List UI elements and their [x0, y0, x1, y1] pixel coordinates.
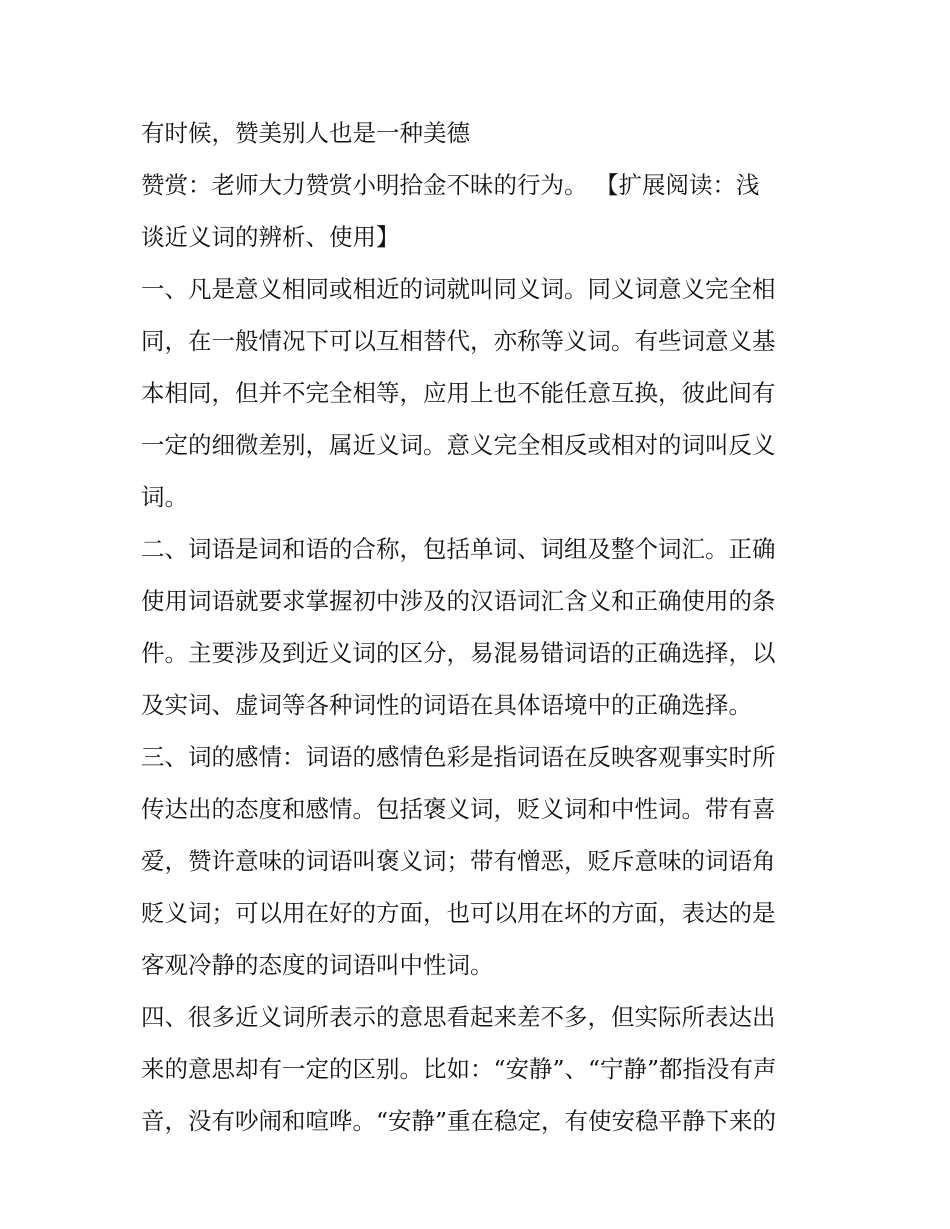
- text-line: 件。主要涉及到近义词的区分，易混易错词语的正确选择，以: [141, 639, 776, 667]
- text-line: 谈近义词的辨析、使用】: [141, 223, 400, 251]
- text-line: 来的意思却有一定的区别。比如：“安静”、“宁静”都指没有声: [141, 1055, 777, 1083]
- text-line: 及实词、虚词等各种词性的词语在具体语境中的正确选择。: [141, 691, 752, 719]
- text-line: 本相同，但并不完全相等，应用上也不能任意互换，彼此间有: [141, 379, 776, 407]
- text-line: 一、凡是意义相同或相近的词就叫同义词。同义词意义完全相: [141, 275, 776, 303]
- text-line: 贬义词；可以用在好的方面，也可以用在坏的方面，表达的是: [141, 899, 776, 927]
- text-line: 赞赏：老师大力赞赏小明拾金不昧的行为。 【扩展阅读：浅: [141, 171, 760, 199]
- text-line: 传达出的态度和感情。包括褒义词，贬义词和中性词。带有喜: [141, 795, 776, 823]
- text-line: 有时候，赞美别人也是一种美德: [141, 119, 470, 147]
- text-line: 爱，赞许意味的词语叫褒义词；带有憎恶，贬斥意味的词语角: [141, 847, 776, 875]
- text-line: 四、很多近义词所表示的意思看起来差不多，但实际所表达出: [141, 1003, 776, 1031]
- text-line: 使用词语就要求掌握初中涉及的汉语词汇含义和正确使用的条: [141, 587, 776, 615]
- text-line: 客观冷静的态度的词语叫中性词。: [141, 951, 494, 979]
- text-line: 音，没有吵闹和喧哗。“安静”重在稳定，有使安稳平静下来的: [141, 1107, 777, 1135]
- text-line: 词。: [141, 483, 188, 511]
- text-line: 三、词的感情：词语的感情色彩是指词语在反映客观事实时所: [141, 743, 776, 771]
- document-body: [141, 107, 811, 1147]
- text-line: 一定的细微差别，属近义词。意义完全相反或相对的词叫反义: [141, 431, 776, 459]
- text-line: 二、词语是词和语的合称，包括单词、词组及整个词汇。正确: [141, 535, 776, 563]
- text-line: 同，在一般情况下可以互相替代，亦称等义词。有些词意义基: [141, 327, 776, 355]
